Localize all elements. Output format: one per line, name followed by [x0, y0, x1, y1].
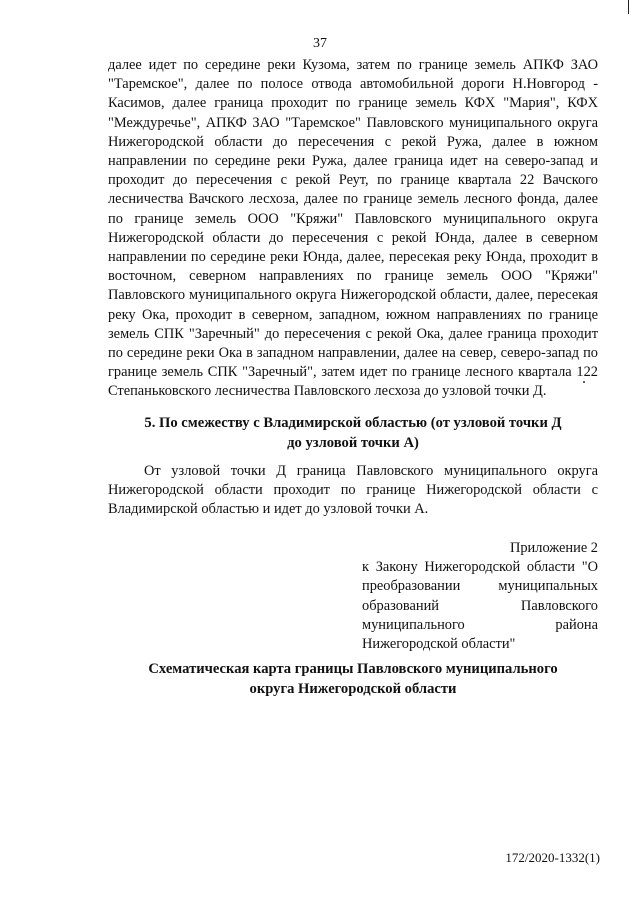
scan-speck	[583, 381, 585, 383]
map-title-line-1: Схематическая карта границы Павловского муниципального	[148, 661, 558, 677]
appendix-reference: к Закону Нижегородской области "О преобразовании муниципальных образований Павловского муниципального района Нижегородской области"	[362, 559, 598, 653]
document-code: 172/2020-1332(1)	[505, 850, 600, 865]
section-heading-line-1: 5. По смежеству с Владимирской областью (от узловой точки Д	[144, 415, 562, 431]
scan-corner-mark	[628, 0, 629, 14]
map-title-line-2: округа Нижегородской области	[249, 680, 457, 697]
section-heading	[108, 414, 598, 453]
appendix-label: Приложение 2	[509, 540, 598, 556]
map-title	[108, 660, 598, 699]
section-heading-line-2: до узловой точки А)	[287, 434, 419, 451]
boundary-description-paragraph: далее идет по середине реки Кузома, затем по границе земель АПКФ ЗАО "Таремское", далее по полосе отвода автомобильной дороги Н.Новгород - Касимов, далее граница проходит по границе земель КФХ "Мария", КФХ "Междуречье", АПКФ ЗАО "Таремское" Павловского муниципального округа Нижегородской области до пересечения с рекой Ружа, далее в южном направлении по середине реки Ружа, далее граница идет на северо-запад и проходит до пересечения с рекой Реут, по границе квартала 22 Вачского лесничества Вачского лесхоза, далее по границе земель лесного фонда, далее по границе земель ООО "Кряжи" Павловского муниципального округа Нижегородской области до пересечения с рекой Юнда, далее в северном направлении по середине реки Юнда, далее, пересекая реку Юнда, проходит в восточном, северном направлениях по границе земель ООО "Кряжи" Павловского муниципального округа Нижегородской области, далее, пересекая реку Ока, проходит в северном, западном, южном направлениях по границе земель СПК "Заречный" до пересечения с рекой Ока, далее граница проходит по середине реки Ока в западном направлении, далее на север, северо-запад по границе земель СПК "Заречный", затем идет по границе лесного квартала 122 Степаньковского лесничества Павловского лесхоза до узловой точки Д.	[108, 57, 598, 400]
section-5-paragraph: От узловой точки Д граница Павловского муниципального округа Нижегородской области проходит по границе Нижегородской области с Владимирской областью и идет до узловой точки А.	[108, 463, 598, 518]
page-number: 37	[313, 36, 327, 51]
